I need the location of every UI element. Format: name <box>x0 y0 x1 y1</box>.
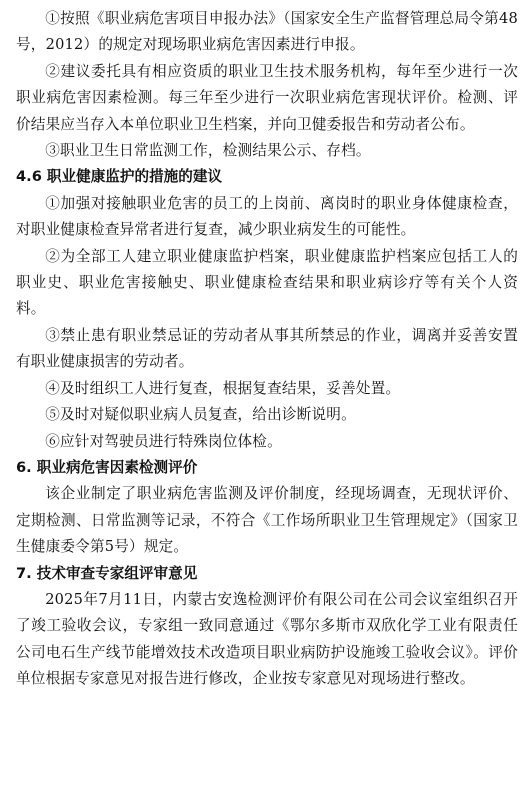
paragraph-health-check: ①加强对接触职业危害的员工的上岗前、离岗时的职业身体健康检查，对职业健康检查异常者进行复查，减少职业病发生的可能性。 <box>16 194 518 239</box>
paragraph-evaluation: 该企业制定了职业病危害监测及评价制度，经现场调查，无现状评价、定期检测、日常监测等记录，不符合《工作场所职业卫生管理规定》（国家卫生健康委令第5号）规定。 <box>16 485 518 556</box>
paragraph-driver-exam: ⑥应针对驾驶员进行特殊岗位体检。 <box>45 432 282 450</box>
paragraph-expert-review: 2025年7月11日，内蒙古安逸检测评价有限公司在公司会议室组织召开了竣工验收会议，专家组一致同意通过《鄂尔多斯市双欣化学工业有限责任公司电石生产线节能增效技术改造项目职业病防护设施竣工验收会议》。评价单位根据专家意见对报告进行修改，企业按专家意见对现场进行整改。 <box>16 590 518 688</box>
paragraph-daily-monitoring: ③职业卫生日常监测工作，检测结果公示、存档。 <box>45 142 371 160</box>
paragraph-health-archive: ②为全部工人建立职业健康监护档案，职业健康监护档案应包括工人的职业史、职业危害接触史、职业健康检查结果和职业病诊疗等有关个人资料。 <box>16 247 518 318</box>
heading-6: 6. 职业病危害因素检测评价 <box>16 458 198 476</box>
paragraph-suspected: ⑤及时对疑似职业病人员复查，给出诊断说明。 <box>45 406 356 424</box>
heading-4-6: 4.6 职业健康监护的措施的建议 <box>16 168 223 186</box>
paragraph-recheck: ④及时组织工人进行复查，根据复查结果，妥善处置。 <box>45 379 401 397</box>
heading-7: 7. 技术审查专家组评审意见 <box>16 564 198 582</box>
paragraph-inspection: ②建议委托具有相应资质的职业卫生技术服务机构，每年至少进行一次职业病危害因素检测。每三年至少进行一次职业病危害现状评价。检测、评价结果应当存入本单位职业卫生档案，并向卫健委报告和劳动者公布。 <box>16 62 518 133</box>
document-page <box>16 6 518 693</box>
paragraph-declare: ①按照《职业病危害项目申报办法》（国家安全生产监督管理总局令第48号，2012）的规定对现场职业病危害因素进行申报。 <box>16 10 518 54</box>
paragraph-contraindication: ③禁止患有职业禁忌证的劳动者从事其所禁忌的作业，调离并妥善安置有职业健康损害的劳动者。 <box>16 326 518 371</box>
